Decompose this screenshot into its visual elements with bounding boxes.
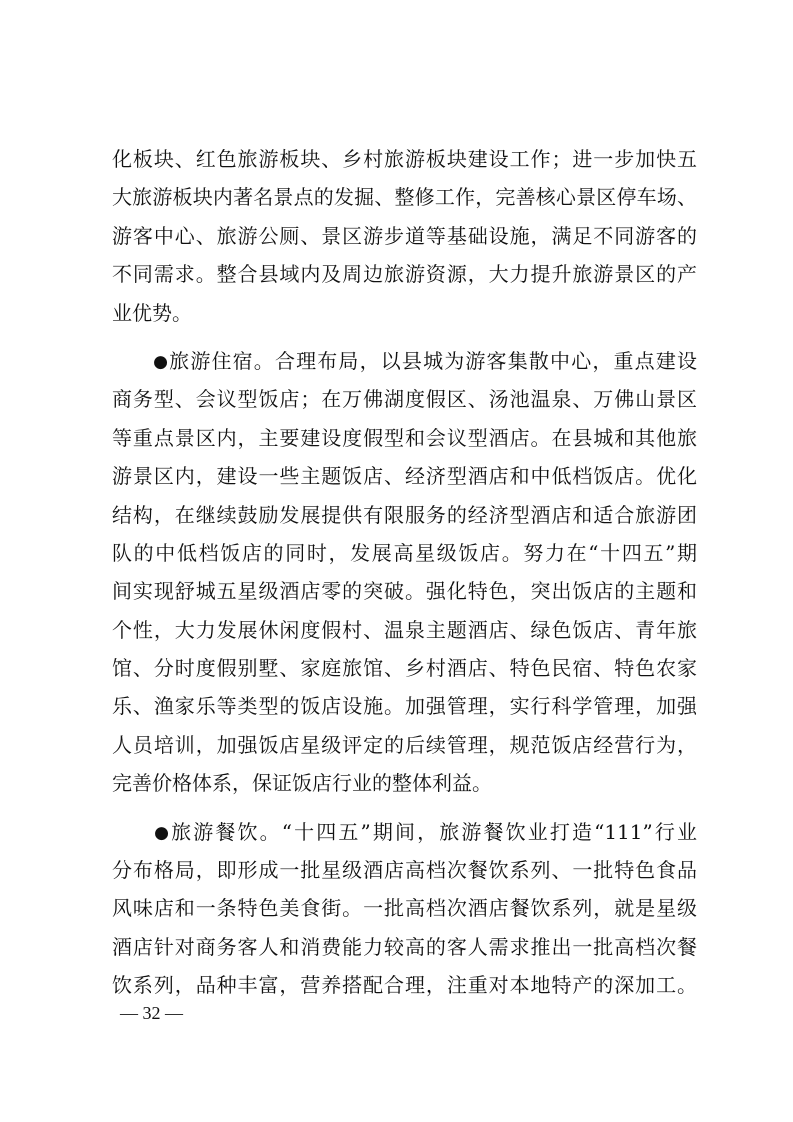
body-text bbox=[112, 140, 697, 1005]
paragraph-tourism-catering bbox=[112, 813, 697, 1005]
paragraph-spacer bbox=[112, 803, 697, 813]
text-line: 队的中低档饭店的同时，发展高星级饭店。努力在“十四五”期 bbox=[112, 540, 697, 565]
text-line: 不同需求。整合县域内及周边旅游资源，大力提升旅游景区的产 bbox=[112, 262, 697, 287]
text-line: 化板块、红色旅游板块、乡村旅游板块建设工作；进一步加快五 bbox=[112, 147, 697, 171]
text-line: 完善价格体系，保证饭店行业的整体利益。 bbox=[112, 771, 492, 796]
text-line: 馆、分时度假别墅、家庭旅馆、乡村酒店、特色民宿、特色农家 bbox=[112, 656, 697, 681]
page-number: — 32 — bbox=[120, 1003, 183, 1023]
text-line: 业优势。 bbox=[112, 300, 192, 325]
text-line: 人员培训，加强饭店星级评定的后续管理，规范饭店经营行为， bbox=[112, 732, 697, 757]
text-line: 结构，在继续鼓励发展提供有限服务的经济型酒店和适合旅游团 bbox=[112, 502, 697, 527]
text-line: 大旅游板块内著名景点的发掘、整修工作，完善核心景区停车场、 bbox=[112, 185, 697, 210]
text-line-first bbox=[112, 342, 697, 380]
text-line-first bbox=[112, 813, 697, 851]
text-line: 分布格局，即形成一批星级酒店高档次餐饮系列、一批特色食品 bbox=[112, 858, 697, 883]
text-line: 酒店针对商务客人和消费能力较高的客人需求推出一批高档次餐 bbox=[112, 934, 697, 959]
text-line: 游景区内，建设一些主题饭店、经济型酒店和中低档饭店。优化 bbox=[112, 464, 697, 489]
text-line: 间实现舒城五星级酒店零的突破。强化特色，突出饭店的主题和 bbox=[112, 579, 697, 604]
paragraph-red-rural-tourism bbox=[112, 140, 697, 332]
bullet-icon: ● bbox=[152, 822, 172, 843]
paragraph-spacer bbox=[112, 332, 697, 342]
text-line: 旅游住宿。合理布局，以县城为游客集散中心，重点建设 bbox=[169, 348, 697, 373]
text-line: 旅游餐饮。“十四五”期间，旅游餐饮业打造“111”行业 bbox=[171, 819, 697, 844]
text-line: 个性，大力发展休闲度假村、温泉主题酒店、绿色饭店、青年旅 bbox=[112, 617, 697, 642]
text-line: 风味店和一条特色美食街。一批高档次酒店餐饮系列，就是星级 bbox=[112, 896, 697, 921]
text-line: 商务型、会议型饭店；在万佛湖度假区、汤池温泉、万佛山景区 bbox=[112, 387, 697, 412]
text-line: 乐、渔家乐等类型的饭店设施。加强管理，实行科学管理，加强 bbox=[112, 694, 697, 719]
bullet-icon: ● bbox=[152, 351, 170, 372]
text-line: 游客中心、旅游公厕、景区游步道等基础设施，满足不同游客的 bbox=[112, 223, 697, 248]
paragraph-tourism-accommodation bbox=[112, 342, 697, 803]
text-line: 等重点景区内，主要建设度假型和会议型酒店。在县城和其他旅 bbox=[112, 425, 697, 450]
text-line: 饮系列，品种丰富，营养搭配合理，注重对本地特产的深加工。 bbox=[112, 973, 697, 998]
